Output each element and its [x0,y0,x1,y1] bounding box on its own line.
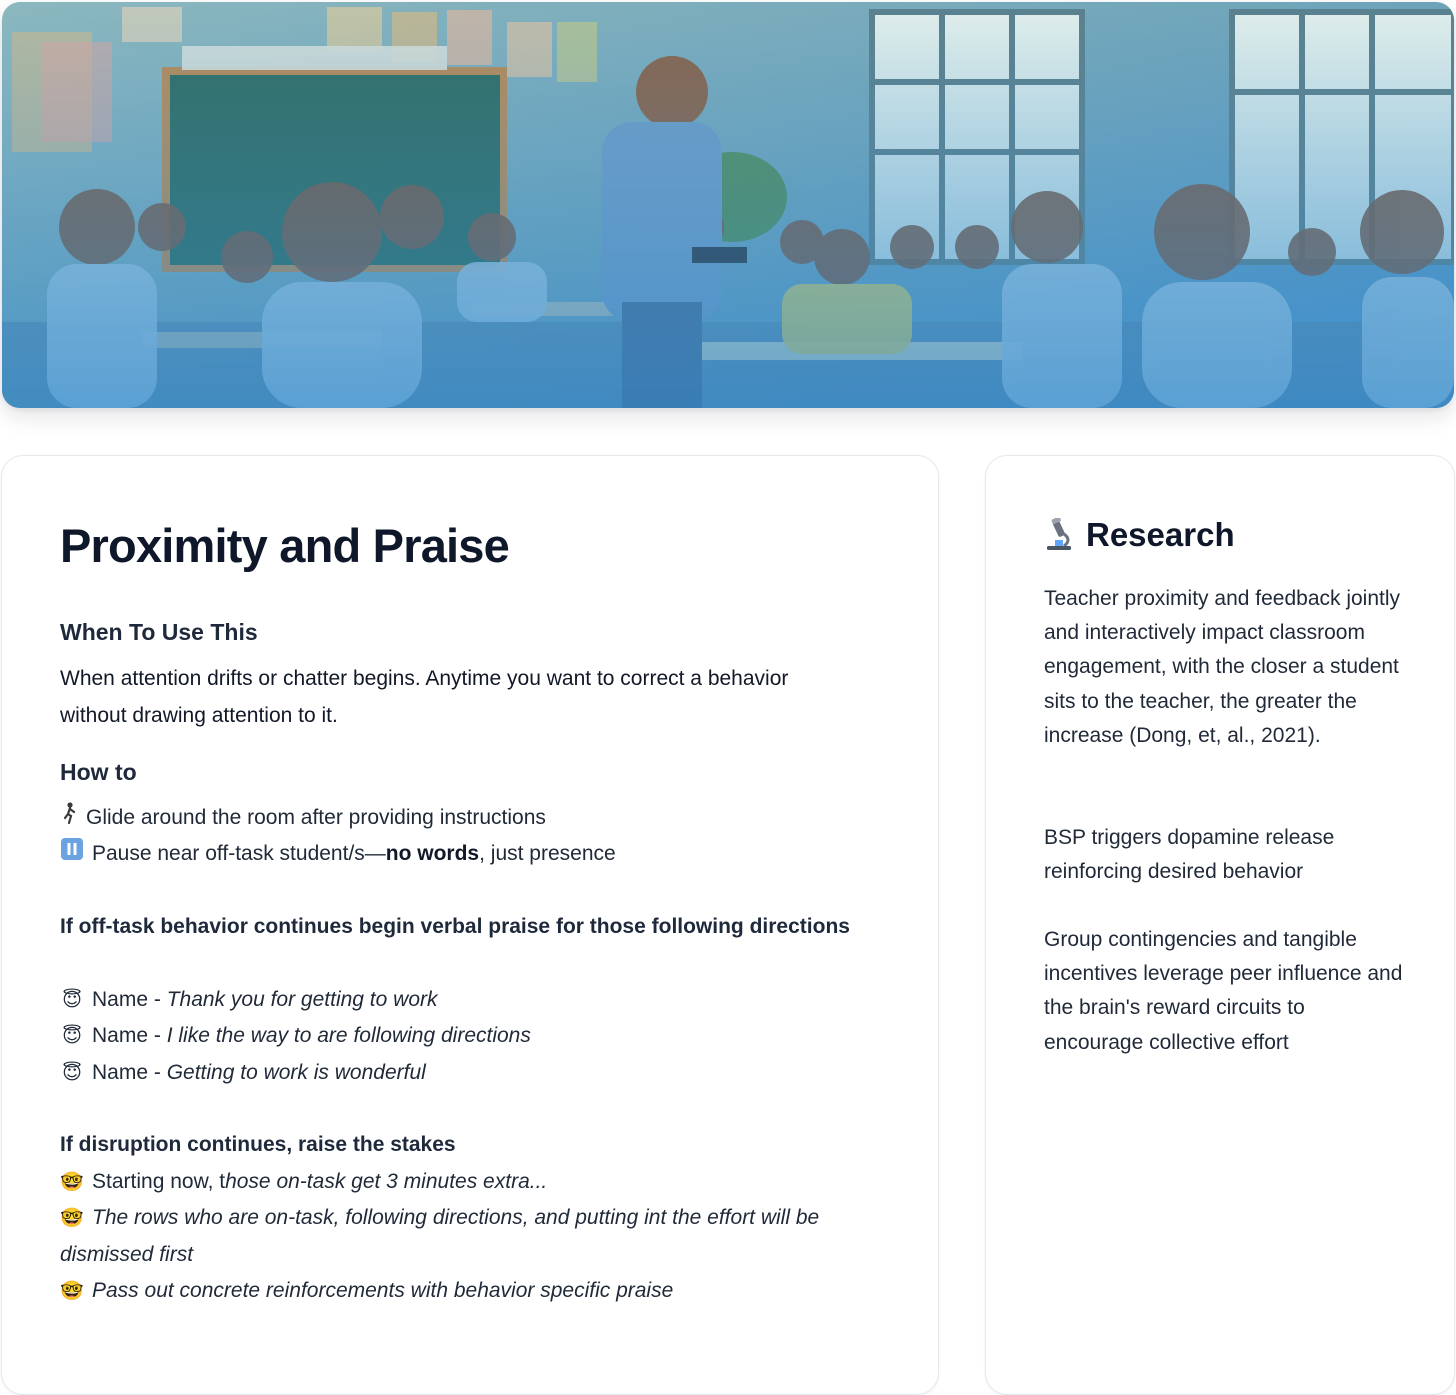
stakes-item: 🤓 Pass out concrete reinforcements with behavior specific praise [60,1273,900,1310]
praise-item: 😇 Name - Getting to work is wonderful [60,1055,900,1092]
angel-face-icon: 😇 [62,990,82,1011]
research-paragraph: Teacher proximity and feedback jointly and interactively impact classroom engagement, with the closer a student sits to the teacher, the greater the increase (Dong, et, al., 2021). [1044,587,1401,747]
hero-image [2,2,1454,408]
nerd-face-icon: 🤓 [60,1172,84,1193]
research-heading [1044,516,1235,554]
strategy-card [1,455,939,1395]
research-paragraph: Group contingencies and tangible incentives leverage peer influence and the brain's reward circuits to encourage collective effort [1044,928,1403,1054]
nerd-face-icon: 🤓 [60,1281,84,1302]
howto-step-glide: Glide around the room after providing instructions [60,800,900,837]
research-paragraph: BSP triggers dopamine release reinforcing desired behavior [1044,826,1335,884]
praise-heading: If off-task behavior continues begin verbal praise for those following directions [60,915,850,938]
angel-face-icon: 😇 [62,1063,82,1084]
page-title: Proximity and Praise [60,519,509,572]
praise-item: 😇 Name - I like the way to are following directions [60,1018,900,1055]
when-to-use-text: When attention drifts or chatter begins. Anytime you want to correct a behavior without drawing attention to it. [60,667,789,727]
classroom-illustration [2,2,1454,408]
stakes-item: 🤓 The rows who are on-task, following directions, and putting int the effort will be dismissed first [60,1200,860,1273]
pause-icon [60,837,84,873]
praise-item: 😇 Name - Thank you for getting to work [60,982,900,1019]
nerd-face-icon: 🤓 [60,1208,84,1229]
stakes-heading: If disruption continues, raise the stakes [60,1133,456,1156]
how-to-heading: How to [60,759,137,785]
research-title: Research [1086,516,1235,553]
microscope-icon [1044,518,1074,552]
when-to-use-heading: When To Use This [60,619,258,645]
howto-step-pause: Pause near off-task student/s—no words, just presence [60,836,900,873]
walking-person-icon [60,801,80,837]
research-card [985,455,1455,1395]
stakes-item: 🤓 Starting now, those on-task get 3 minutes extra... [60,1164,900,1201]
angel-face-icon: 😇 [62,1026,82,1047]
